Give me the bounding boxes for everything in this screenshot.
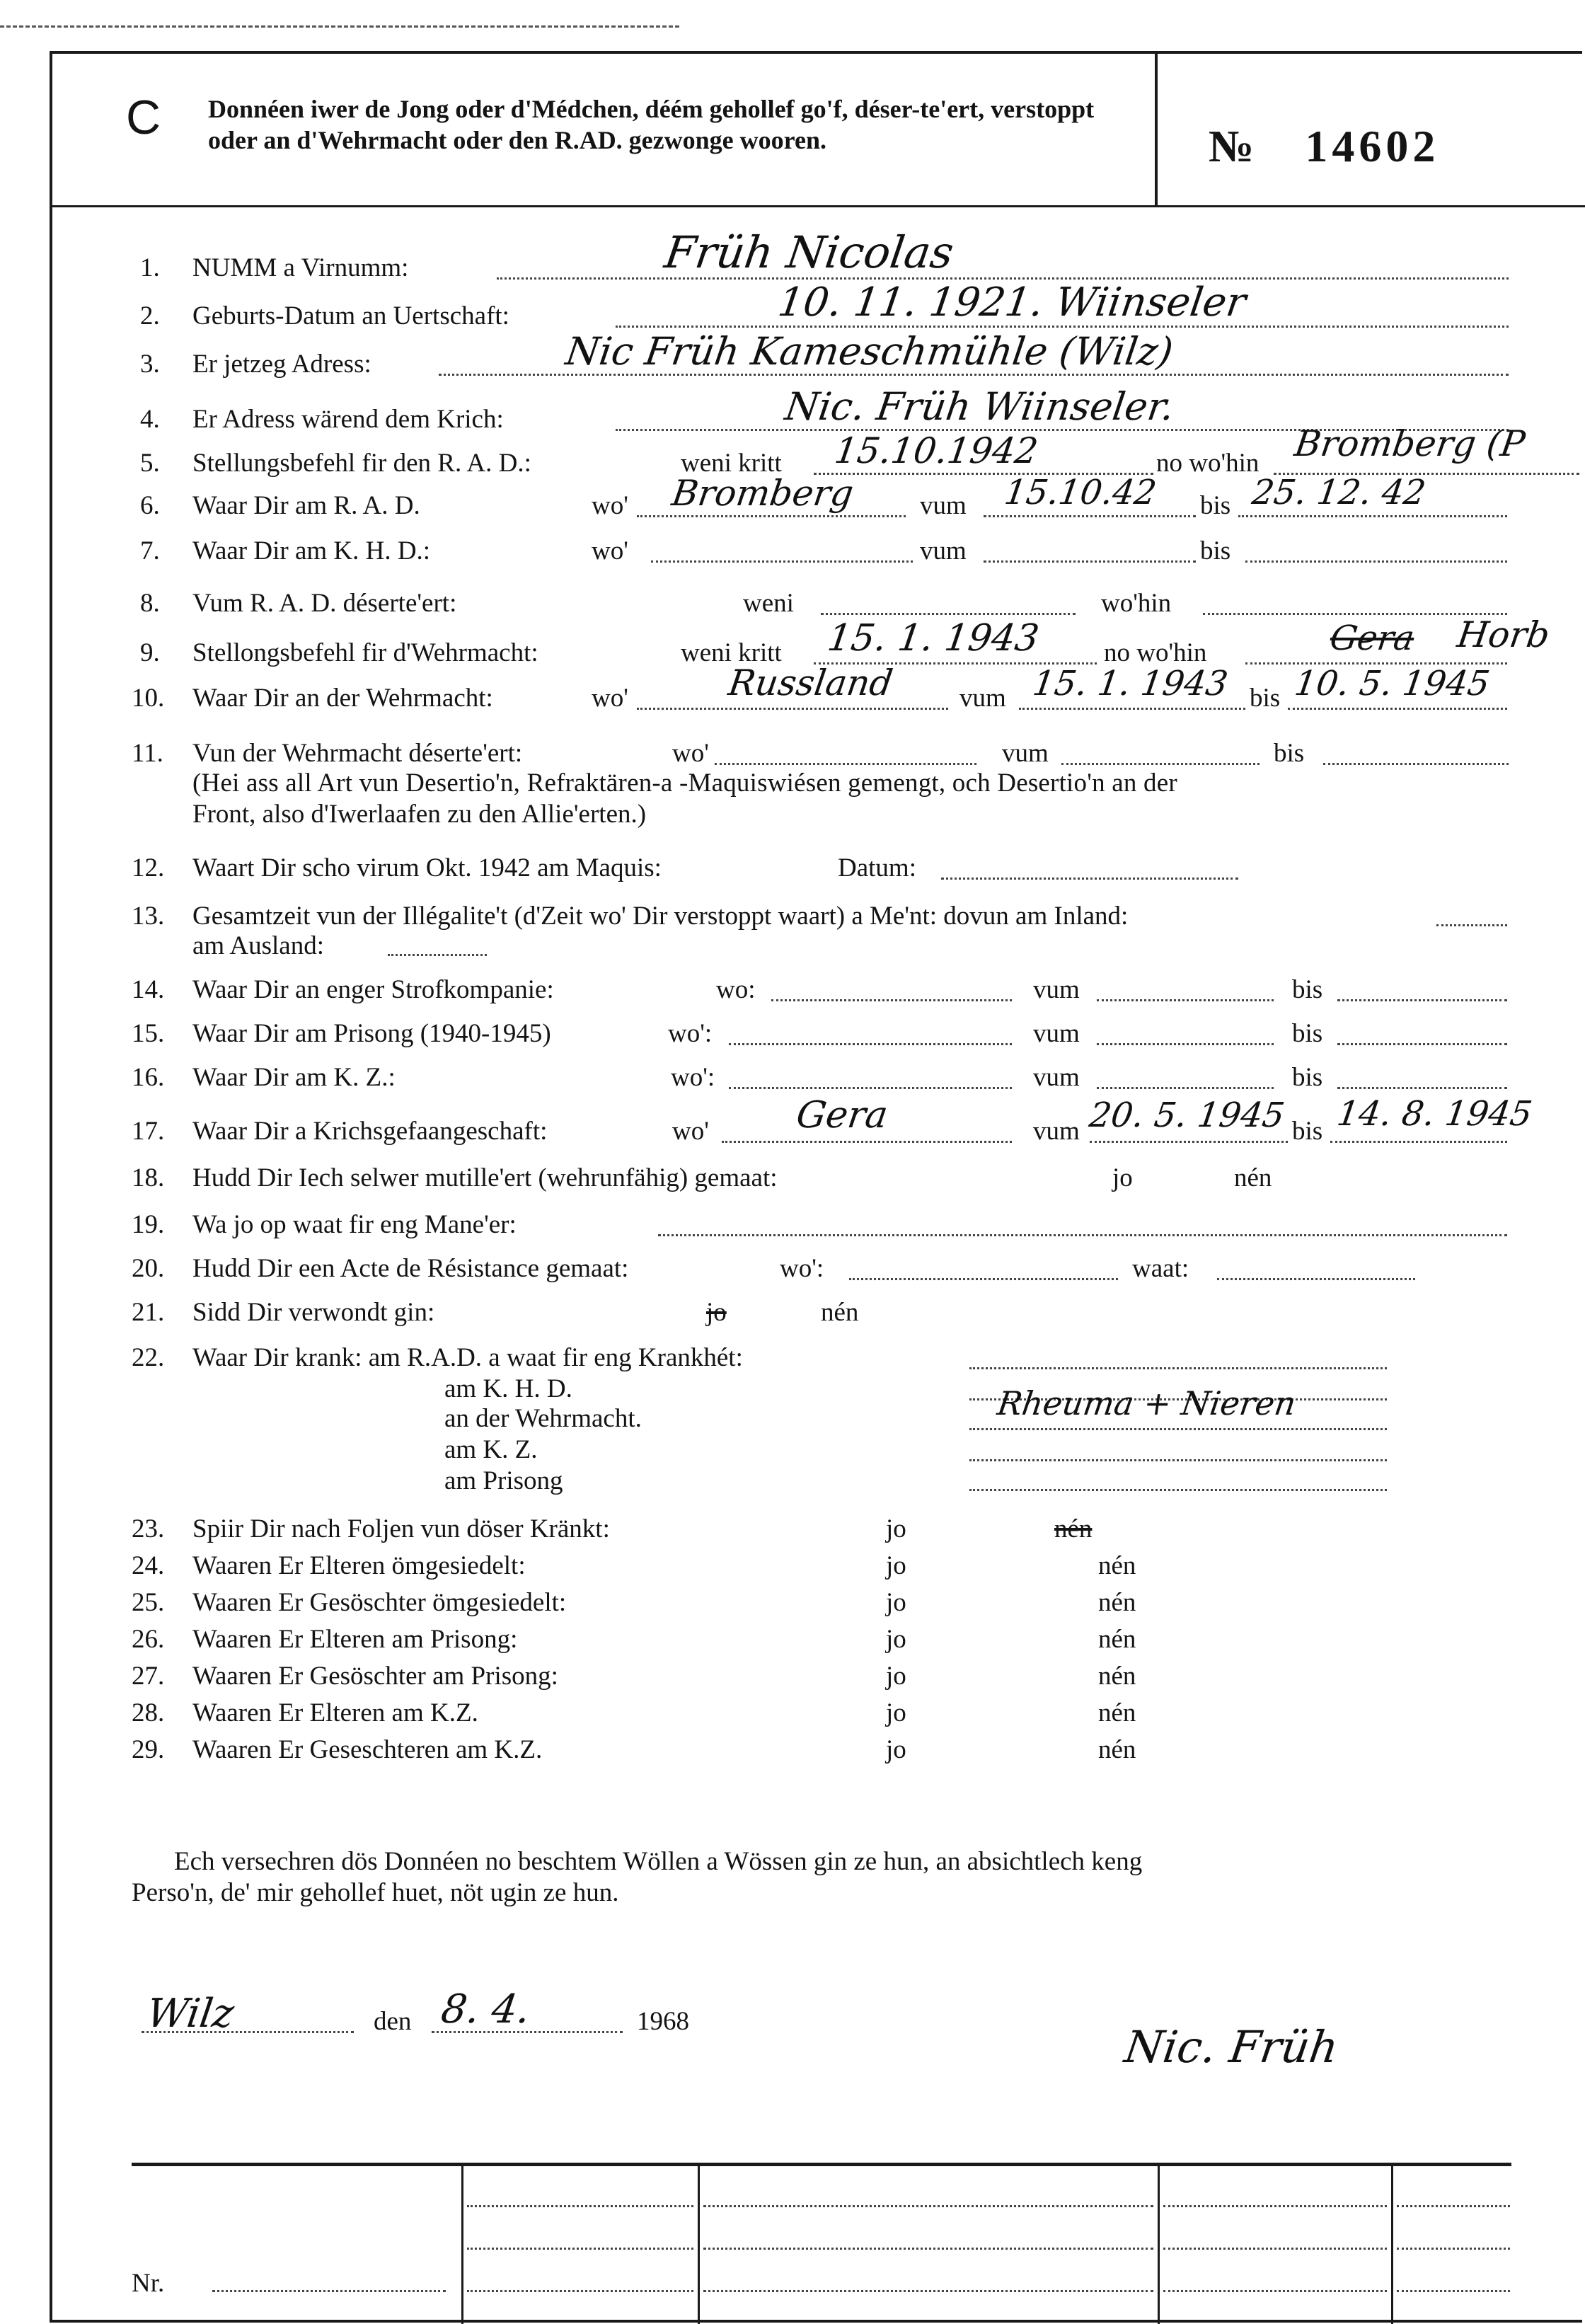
field-7-vum: vum — [920, 536, 967, 565]
field-6-vum: vum — [920, 491, 967, 520]
field-26-nen[interactable]: nén — [1098, 1625, 1136, 1654]
field-14-num: 14. — [132, 975, 165, 1004]
field-7-label: Waar Dir am K. H. D.: — [192, 536, 431, 565]
footer-col-4 — [1391, 2163, 1393, 2324]
field-22-line-1 — [969, 1367, 1387, 1369]
field-17-vum-value[interactable]: 20. 5. 1945 — [1087, 1095, 1287, 1135]
field-5-wohin: no wo'hin — [1156, 449, 1260, 478]
field-10-vum: vum — [959, 684, 1006, 713]
field-6-num: 6. — [140, 491, 160, 520]
field-10-wo-value[interactable]: Russland — [725, 662, 896, 703]
field-11-bis-line — [1323, 763, 1509, 765]
field-23-label: Spiir Dir nach Foljen vun döser Kränkt: — [192, 1514, 610, 1543]
field-13-ausland-line — [388, 954, 487, 956]
field-2-line — [616, 326, 1509, 328]
field-26-jo[interactable]: jo — [886, 1625, 906, 1654]
field-29-label: Waaren Er Geseschteren am K.Z. — [192, 1735, 543, 1764]
place-value[interactable]: Wilz — [144, 1991, 237, 2037]
field-6-bis-value[interactable]: 25. 12. 42 — [1250, 473, 1429, 512]
field-29-num: 29. — [132, 1735, 165, 1764]
field-14-bis-line — [1337, 999, 1507, 1001]
field-16-num: 16. — [132, 1063, 165, 1092]
field-26-label: Waaren Er Elteren am Prisong: — [192, 1625, 518, 1654]
field-17-vum-line — [1090, 1141, 1288, 1143]
field-1-label: NUMM a Virnumm: — [192, 253, 409, 282]
field-12-label: Waart Dir scho virum Okt. 1942 am Maquis: — [192, 853, 662, 882]
field-8-weni-line — [821, 613, 1076, 615]
field-28-nen[interactable]: nén — [1098, 1698, 1136, 1727]
field-6-wo-line — [637, 515, 906, 517]
footer-col-1 — [461, 2163, 463, 2324]
field-8-weni: weni — [743, 589, 794, 618]
field-22-sub-2: an der Wehrmacht. — [444, 1404, 642, 1433]
footer-cell-3-line-1 — [703, 2205, 1153, 2207]
field-1-value[interactable]: Früh Nicolas — [661, 226, 957, 278]
field-25-nen[interactable]: nén — [1098, 1588, 1136, 1617]
field-11-wo: wo' — [672, 739, 709, 768]
field-13-num: 13. — [132, 902, 165, 931]
signature: Nic. Früh — [1121, 2021, 1342, 2073]
field-5-num: 5. — [140, 449, 160, 478]
footer-nr-line — [212, 2290, 446, 2292]
field-18-nen[interactable]: nén — [1234, 1163, 1272, 1192]
field-11-vum-line — [1061, 763, 1260, 765]
field-17-bis-value[interactable]: 14. 8. 1945 — [1335, 1094, 1535, 1134]
field-15-vum: vum — [1033, 1019, 1080, 1048]
footer-cell-2-line-2 — [467, 2248, 693, 2250]
field-22-sub-2-value[interactable]: Rheuma + Nieren — [995, 1384, 1298, 1422]
field-15-bis-line — [1337, 1043, 1507, 1045]
form-number — [1209, 120, 1439, 173]
field-18-label: Hudd Dir Iech selwer mutille'ert (wehrunfähig) gemaat: — [192, 1163, 778, 1192]
field-20-waat-line — [1217, 1278, 1415, 1280]
field-22-label: Waar Dir krank: am R.A.D. a waat fir eng Krankhét: — [192, 1343, 743, 1372]
field-17-bis: bis — [1292, 1117, 1323, 1146]
footer-col-2 — [698, 2163, 700, 2324]
field-5-wohin-value[interactable]: Bromberg (P — [1291, 423, 1528, 464]
field-14-bis: bis — [1292, 975, 1323, 1004]
field-6-vum-value[interactable]: 15.10.42 — [1002, 473, 1159, 512]
field-4-value[interactable]: Nic. Früh Wiinseler. — [782, 384, 1177, 429]
field-10-wo: wo' — [592, 684, 628, 713]
field-9-weni-value[interactable]: 15. 1. 1943 — [824, 617, 1042, 660]
field-2-label: Geburts-Datum an Uertschaft: — [192, 301, 509, 330]
field-19-label: Wa jo op waat fir eng Mane'er: — [192, 1210, 517, 1239]
field-9-wohin-struck: Gera — [1327, 619, 1417, 658]
field-7-bis-line — [1245, 560, 1507, 563]
field-17-wo-value[interactable]: Gera — [793, 1094, 891, 1137]
field-22-num: 22. — [132, 1343, 165, 1372]
number-label: № — [1209, 121, 1259, 171]
field-15-vum-line — [1097, 1043, 1274, 1045]
field-20-wo: wo': — [780, 1254, 824, 1283]
field-28-label: Waaren Er Elteren am K.Z. — [192, 1698, 478, 1727]
footer-col-3 — [1158, 2163, 1160, 2324]
field-11-note-2: Front, also d'Iwerlaafen zu den Allie'erten.) — [192, 800, 647, 829]
field-9-label: Stellongsbefehl fir d'Wehrmacht: — [192, 638, 538, 667]
field-13-label: Gesamtzeit vun der Illégalite't (d'Zeit wo' Dir verstoppt waart) a Me'nt: dovun am Inland: — [192, 902, 1129, 931]
footer-cell-5-line-1 — [1397, 2205, 1510, 2207]
field-9-wohin: no wo'hin — [1104, 638, 1207, 667]
field-4-label: Er Adress wärend dem Krich: — [192, 405, 504, 434]
field-24-num: 24. — [132, 1551, 165, 1580]
field-25-num: 25. — [132, 1588, 165, 1617]
number-box-divider — [1155, 51, 1158, 205]
field-10-wo-line — [637, 708, 948, 710]
footer-cell-5-line-3 — [1397, 2290, 1510, 2292]
field-21-label: Sidd Dir verwondt gin: — [192, 1298, 435, 1327]
field-13-label-2: am Ausland: — [192, 931, 325, 960]
field-18-jo[interactable]: jo — [1112, 1163, 1133, 1192]
field-11-label: Vun der Wehrmacht déserte'ert: — [192, 739, 523, 768]
field-17-wo: wo' — [672, 1117, 709, 1146]
field-8-label: Vum R. A. D. déserte'ert: — [192, 589, 457, 618]
field-24-label: Waaren Er Elteren ömgesiedelt: — [192, 1551, 526, 1580]
top-edge-dotted-line — [0, 25, 679, 28]
field-11-vum: vum — [1002, 739, 1049, 768]
field-3-line — [439, 374, 1509, 376]
field-11-bis: bis — [1274, 739, 1305, 768]
field-20-waat: waat: — [1132, 1254, 1189, 1283]
field-6-wo: wo' — [592, 491, 628, 520]
field-9-wohin-value[interactable]: Horb — [1454, 614, 1552, 655]
field-16-vum: vum — [1033, 1063, 1080, 1092]
footer-nr-label: Nr. — [132, 2269, 165, 2298]
field-21-num: 21. — [132, 1298, 165, 1327]
field-22-sub-3: am K. Z. — [444, 1435, 538, 1464]
field-5-label: Stellungsbefehl fir den R. A. D.: — [192, 449, 531, 478]
number-value: 14602 — [1305, 121, 1440, 171]
field-17-num: 17. — [132, 1117, 165, 1146]
field-10-label: Waar Dir an der Wehrmacht: — [192, 684, 493, 713]
field-27-nen[interactable]: nén — [1098, 1662, 1136, 1691]
footer-cell-4-line-3 — [1163, 2290, 1387, 2292]
field-1-num: 1. — [140, 253, 160, 282]
field-22-sub-1: am K. H. D. — [444, 1374, 572, 1403]
field-9-weni: weni kritt — [681, 638, 782, 667]
field-5-weni-value[interactable]: 15.10.1942 — [831, 430, 1041, 471]
field-14-vum: vum — [1033, 975, 1080, 1004]
field-7-vum-line — [984, 560, 1196, 563]
header-divider — [50, 205, 1585, 207]
field-3-num: 3. — [140, 350, 160, 379]
field-14-wo: wo: — [716, 975, 756, 1004]
field-13-inland-line — [1436, 924, 1507, 926]
field-17-label: Waar Dir a Krichsgefaangeschaft: — [192, 1117, 548, 1146]
field-6-wo-value[interactable]: Bromberg — [669, 473, 856, 514]
field-2-value[interactable]: 10. 11. 1921. Wiinseler — [775, 280, 1249, 326]
field-8-wohin: wo'hin — [1101, 589, 1172, 618]
field-16-wo: wo': — [671, 1063, 715, 1092]
field-17-vum: vum — [1033, 1117, 1080, 1146]
field-12-line — [941, 878, 1238, 880]
field-24-jo[interactable]: jo — [886, 1551, 906, 1580]
field-10-vum-line — [1019, 708, 1245, 710]
field-11-num: 11. — [132, 739, 163, 768]
field-14-wo-line — [771, 999, 1012, 1001]
field-15-bis: bis — [1292, 1019, 1323, 1048]
field-3-value[interactable]: Nic Früh Kameschmühle (Wilz) — [563, 329, 1176, 374]
field-10-bis-value[interactable]: 10. 5. 1945 — [1292, 664, 1492, 703]
field-5-weni: weni kritt — [681, 449, 782, 478]
field-29-jo[interactable]: jo — [886, 1735, 906, 1764]
place-line — [142, 2031, 354, 2033]
field-19-line — [658, 1234, 1507, 1236]
field-28-num: 28. — [132, 1698, 165, 1727]
field-2-num: 2. — [140, 301, 160, 330]
field-27-label: Waaren Er Gesöschter am Prisong: — [192, 1662, 558, 1691]
field-27-jo[interactable]: jo — [886, 1662, 906, 1691]
den-label: den — [374, 2007, 412, 2036]
field-20-wo-line — [849, 1278, 1118, 1280]
field-22-line-3 — [969, 1428, 1387, 1430]
field-18-num: 18. — [132, 1163, 165, 1192]
field-27-num: 27. — [132, 1662, 165, 1691]
field-15-wo: wo': — [668, 1019, 713, 1048]
footer-cell-2-line-1 — [467, 2205, 693, 2207]
field-10-vum-value[interactable]: 15. 1. 1943 — [1030, 664, 1230, 703]
field-6-label: Waar Dir am R. A. D. — [192, 491, 420, 520]
field-10-bis: bis — [1250, 684, 1281, 713]
field-22-sub-4: am Prisong — [444, 1466, 563, 1495]
declaration-line-1: Ech versechren dös Donnéen no beschtem Wöllen a Wössen gin ze hun, an absichtlech keng — [174, 1847, 1143, 1876]
field-15-num: 15. — [132, 1019, 165, 1048]
field-7-wo-line — [651, 560, 913, 563]
field-9-num: 9. — [140, 638, 160, 667]
field-16-label: Waar Dir am K. Z.: — [192, 1063, 396, 1092]
field-22-line-4 — [969, 1459, 1387, 1461]
field-11-wo-line — [715, 763, 976, 765]
field-17-bis-line — [1330, 1141, 1507, 1143]
field-10-num: 10. — [132, 684, 165, 713]
field-11-note-1: (Hei ass all Art vun Desertio'n, Refraktären-a -Maquiswiésen gemengt, och Desertio'n an der — [192, 769, 1177, 798]
field-20-label: Hudd Dir een Acte de Résistance gemaat: — [192, 1254, 629, 1283]
field-16-vum-line — [1097, 1087, 1274, 1089]
field-23-nen[interactable]: nén — [1054, 1514, 1093, 1543]
field-23-num: 23. — [132, 1514, 165, 1543]
section-letter: C — [126, 91, 161, 144]
year: 1968 — [637, 2007, 689, 2036]
field-8-num: 8. — [140, 589, 160, 618]
field-6-bis-line — [1238, 515, 1507, 517]
footer-cell-4-line-2 — [1163, 2248, 1387, 2250]
footer-cell-4-line-1 — [1163, 2205, 1387, 2207]
field-3-label: Er jetzeg Adress: — [192, 350, 371, 379]
field-12-num: 12. — [132, 853, 165, 882]
field-15-label: Waar Dir am Prisong (1940-1945) — [192, 1019, 551, 1048]
field-16-bis-line — [1337, 1087, 1507, 1089]
field-6-vum-line — [984, 515, 1196, 517]
field-21-jo[interactable]: jo — [706, 1298, 727, 1327]
declaration-line-2: Perso'n, de' mir gehollef huet, nöt ugin ze hun. — [132, 1878, 619, 1907]
field-14-vum-line — [1097, 999, 1274, 1001]
field-10-bis-line — [1288, 708, 1507, 710]
field-24-nen[interactable]: nén — [1098, 1551, 1136, 1580]
field-14-label: Waar Dir an enger Strofkompanie: — [192, 975, 554, 1004]
date-line — [432, 2031, 623, 2033]
header-text: Donnéen iwer de Jong oder d'Médchen, déém gehollef go'f, déser-te'ert, verstoppt oder an d'Wehrmacht oder den R.AD. gezwonge wooren. — [208, 95, 1095, 155]
field-22-line-5 — [969, 1489, 1387, 1491]
footer-cell-3-line-2 — [703, 2248, 1153, 2250]
field-29-nen[interactable]: nén — [1098, 1735, 1136, 1764]
field-28-jo[interactable]: jo — [886, 1698, 906, 1727]
footer-cell-2-line-3 — [467, 2290, 693, 2292]
field-26-num: 26. — [132, 1625, 165, 1654]
footer-cell-3-line-3 — [703, 2290, 1153, 2292]
field-6-bis: bis — [1200, 491, 1231, 520]
field-12-datum: Datum: — [838, 853, 916, 882]
field-19-num: 19. — [132, 1210, 165, 1239]
field-7-num: 7. — [140, 536, 160, 565]
field-23-jo[interactable]: jo — [886, 1514, 906, 1543]
field-7-bis: bis — [1200, 536, 1231, 565]
field-21-nen[interactable]: nén — [821, 1298, 859, 1327]
field-17-wo-line — [722, 1141, 1012, 1143]
field-16-wo-line — [729, 1087, 1012, 1089]
field-16-bis: bis — [1292, 1063, 1323, 1092]
field-25-jo[interactable]: jo — [886, 1588, 906, 1617]
field-7-wo: wo' — [592, 536, 628, 565]
date-value[interactable]: 8. 4. — [438, 1986, 534, 2032]
footer-cell-5-line-2 — [1397, 2248, 1510, 2250]
field-25-label: Waaren Er Gesöschter ömgesiedelt: — [192, 1588, 567, 1617]
footer-top-rule — [132, 2163, 1511, 2166]
field-4-num: 4. — [140, 405, 160, 434]
field-20-num: 20. — [132, 1254, 165, 1283]
field-15-wo-line — [729, 1043, 1012, 1045]
